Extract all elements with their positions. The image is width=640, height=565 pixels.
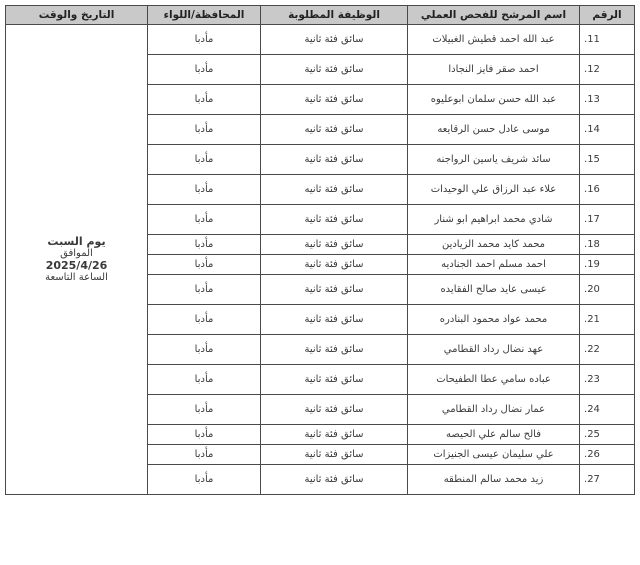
cell-governorate: مأدبا [148,115,261,145]
cell-number: 18. [580,235,635,255]
cell-job: سائق فئة ثانية [261,205,408,235]
cell-candidate-name: علاء عبد الرزاق علي الوحيدات [408,175,580,205]
cell-job: سائق فئة ثانيه [261,175,408,205]
cell-governorate: مأدبا [148,445,261,465]
cell-number: 27. [580,465,635,495]
cell-governorate: مأدبا [148,255,261,275]
cell-job: سائق فئة ثانية [261,235,408,255]
cell-number: 23. [580,365,635,395]
cell-job: سائق فئة ثانية [261,145,408,175]
header-number: الرقم [580,6,635,25]
cell-job: سائق فئة ثانية [261,465,408,495]
exam-day: يوم السبت [47,234,106,248]
cell-candidate-name: احمد مسلم احمد الجناديه [408,255,580,275]
cell-governorate: مأدبا [148,235,261,255]
cell-governorate: مأدبا [148,465,261,495]
cell-governorate: مأدبا [148,145,261,175]
cell-number: 17. [580,205,635,235]
cell-candidate-name: عيسى عايد صالح الفقايده [408,275,580,305]
cell-candidate-name: زيد محمد سالم المنطقه [408,465,580,495]
cell-number: 25. [580,425,635,445]
cell-candidate-name: علي سليمان عيسى الجنيزات [408,445,580,465]
candidates-table [5,5,635,495]
cell-job: سائق فئة ثانية [261,305,408,335]
cell-governorate: مأدبا [148,305,261,335]
cell-number: 13. [580,85,635,115]
cell-candidate-name: عهد نضال رداد القطامي [408,335,580,365]
exam-corresponding: الموافق [60,247,93,259]
exam-time: الساعة التاسعة [45,271,108,283]
header-job: الوظيفة المطلوبة [261,6,408,25]
cell-candidate-name: موسى عادل حسن الرقايعه [408,115,580,145]
cell-governorate: مأدبا [148,275,261,305]
cell-number: 20. [580,275,635,305]
cell-job: سائق فئة ثانية [261,55,408,85]
cell-job: سائق فئة ثانية [261,85,408,115]
cell-job: سائق فئة ثانية [261,445,408,465]
table-row [6,25,635,55]
cell-number: 26. [580,445,635,465]
table-header-row [6,6,635,25]
cell-number: 22. [580,335,635,365]
cell-number: 19. [580,255,635,275]
cell-datetime [6,25,148,495]
header-datetime: التاريخ والوقت [6,6,148,25]
cell-governorate: مأدبا [148,175,261,205]
cell-governorate: مأدبا [148,25,261,55]
cell-job: سائق فئة ثانية [261,255,408,275]
cell-job: سائق فئة ثانية [261,335,408,365]
cell-governorate: مأدبا [148,365,261,395]
cell-candidate-name: محمد عواد محمود البنادره [408,305,580,335]
cell-number: 15. [580,145,635,175]
cell-job: سائق فئة ثانية [261,25,408,55]
exam-date: 2025/4/26 [45,258,108,272]
cell-number: 12. [580,55,635,85]
header-governorate: المحافظة/اللواء [148,6,261,25]
cell-number: 14. [580,115,635,145]
cell-number: 21. [580,305,635,335]
cell-number: 11. [580,25,635,55]
cell-governorate: مأدبا [148,425,261,445]
cell-governorate: مأدبا [148,335,261,365]
cell-candidate-name: عبد الله احمد قطيش الغبيلات [408,25,580,55]
cell-governorate: مأدبا [148,205,261,235]
cell-job: سائق فئة ثانية [261,425,408,445]
cell-job: سائق فئة ثانية [261,395,408,425]
cell-candidate-name: عمار نضال رداد القطامي [408,395,580,425]
cell-governorate: مأدبا [148,55,261,85]
cell-job: سائق فئة ثانية [261,365,408,395]
cell-governorate: مأدبا [148,395,261,425]
cell-number: 16. [580,175,635,205]
cell-candidate-name: فالح سالم علي الحيصه [408,425,580,445]
cell-candidate-name: شادي محمد ابراهيم ابو شنار [408,205,580,235]
cell-candidate-name: سائد شريف ياسين الرواجنه [408,145,580,175]
header-candidate: اسم المرشح للفحص العملي [408,6,580,25]
cell-job: سائق فئة ثانيه [261,115,408,145]
cell-governorate: مأدبا [148,85,261,115]
cell-candidate-name: عباده سامي عطا الطفيحات [408,365,580,395]
cell-candidate-name: محمد كايد محمد الزيادين [408,235,580,255]
cell-number: 24. [580,395,635,425]
cell-candidate-name: احمد صقر فايز النجادا [408,55,580,85]
cell-job: سائق فئة ثانية [261,275,408,305]
cell-candidate-name: عبد الله حسن سلمان ابوعليوه [408,85,580,115]
